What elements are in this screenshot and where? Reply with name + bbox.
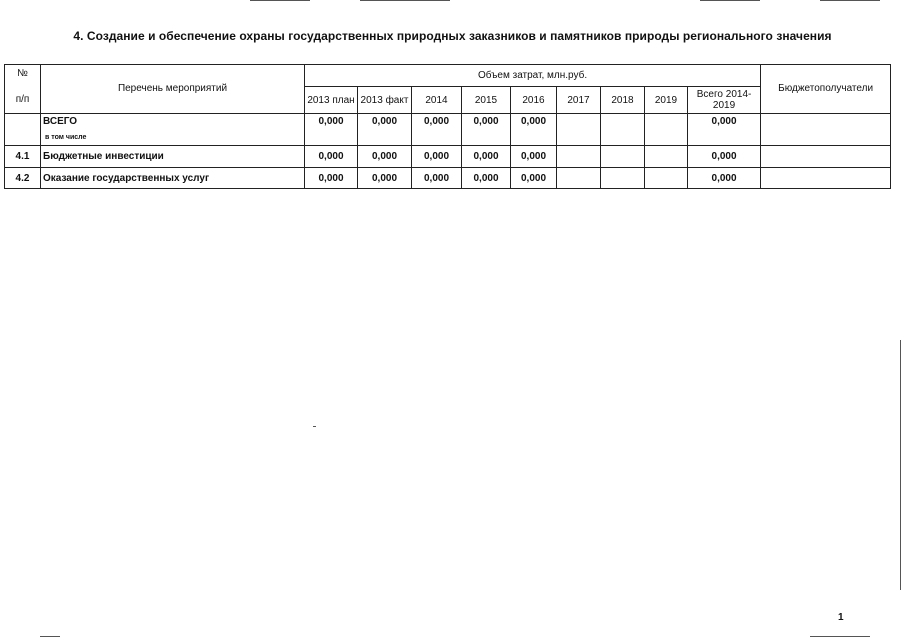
header-year-2015: 2015 [462, 87, 511, 114]
header-number-bottom: п/п [15, 94, 30, 105]
value-cell [601, 146, 645, 168]
header-year-2013-plan: 2013 план [305, 87, 358, 114]
header-year-2014: 2014 [412, 87, 462, 114]
value-cell: 0,000 [688, 114, 761, 146]
header-cost-group: Объем затрат, млн.руб. [305, 65, 761, 87]
value-cell: 0,000 [412, 146, 462, 168]
scan-artifact [40, 636, 60, 637]
header-year-2018: 2018 [601, 87, 645, 114]
row-name-cell [41, 114, 305, 146]
header-year-2019: 2019 [645, 87, 688, 114]
value-cell: 0,000 [688, 168, 761, 189]
value-cell [645, 146, 688, 168]
table-row [5, 168, 891, 189]
header-number-top: № [17, 68, 28, 79]
scan-artifact [900, 340, 901, 590]
scan-artifact [700, 0, 760, 1]
header-recipients: Бюджетополучатели [761, 65, 891, 114]
value-cell [557, 146, 601, 168]
value-cell: 0,000 [305, 114, 358, 146]
value-cell [645, 168, 688, 189]
header-activities: Перечень мероприятий [41, 65, 305, 114]
row-name: Бюджетные инвестиции [41, 146, 305, 168]
row-number: 4.2 [5, 168, 41, 189]
value-cell: 0,000 [688, 146, 761, 168]
value-cell: 0,000 [358, 168, 412, 189]
row-number [5, 114, 41, 146]
row-subtitle: в том числе [45, 134, 87, 141]
header-year-2013-fact: 2013 факт [358, 87, 412, 114]
scan-artifact [360, 0, 450, 1]
value-cell [601, 168, 645, 189]
value-cell [557, 168, 601, 189]
header-year-total: Всего 2014-2019 [688, 87, 761, 114]
scan-artifact [810, 636, 870, 637]
recipient-cell [761, 146, 891, 168]
value-cell: 0,000 [462, 114, 511, 146]
scan-artifact [313, 426, 316, 427]
table-row-total [5, 114, 891, 146]
value-cell: 0,000 [412, 114, 462, 146]
value-cell: 0,000 [511, 168, 557, 189]
value-cell: 0,000 [511, 146, 557, 168]
value-cell: 0,000 [462, 168, 511, 189]
value-cell: 0,000 [358, 146, 412, 168]
value-cell [645, 114, 688, 146]
value-cell: 0,000 [462, 146, 511, 168]
header-year-2017: 2017 [557, 87, 601, 114]
value-cell: 0,000 [511, 114, 557, 146]
page-title: 4. Создание и обеспечение охраны государственных природных заказников и памятников природы регионального значения [73, 29, 832, 43]
value-cell: 0,000 [305, 168, 358, 189]
row-number: 4.1 [5, 146, 41, 168]
budget-table [4, 64, 891, 189]
value-cell [557, 114, 601, 146]
table-row [5, 146, 891, 168]
value-cell: 0,000 [358, 114, 412, 146]
page-number: 1 [838, 612, 844, 623]
header-year-2016: 2016 [511, 87, 557, 114]
row-name: Оказание государственных услуг [41, 168, 305, 189]
row-name: ВСЕГО [43, 116, 78, 127]
value-cell [601, 114, 645, 146]
scan-artifact [250, 0, 310, 1]
recipient-cell [761, 168, 891, 189]
recipient-cell [761, 114, 891, 146]
header-number-cell [5, 65, 41, 114]
scan-artifact [820, 0, 880, 1]
value-cell: 0,000 [412, 168, 462, 189]
value-cell: 0,000 [305, 146, 358, 168]
